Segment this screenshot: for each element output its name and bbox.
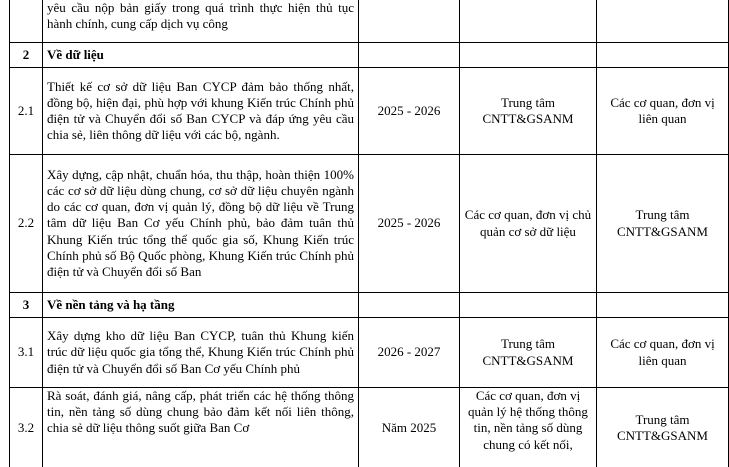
table-row [10, 318, 729, 388]
section-title: Về nền tảng và hạ tầng [43, 293, 359, 318]
row-number: 2.2 [10, 155, 43, 293]
plan-table [9, 0, 729, 467]
section-number: 3 [10, 293, 43, 318]
row-content: Xây dựng kho dữ liệu Ban CYCP, tuân thủ Khung kiến trúc dữ liệu quốc gia tổng thể, Khung Kiến trúc Chính phủ điện tử và Chuyển đổi số Ban Cơ yếu Chính phủ [43, 318, 359, 388]
cell-number [10, 0, 43, 43]
section-title: Về dữ liệu [43, 43, 359, 68]
cell-coordinate [597, 293, 729, 318]
row-period: 2025 - 2026 [359, 68, 460, 155]
row-coordinate: Trung tâm CNTT&GSANM [597, 388, 729, 467]
row-lead: Các cơ quan, đơn vị quản lý hệ thống thông tin, nền tảng số dùng chung có kết nối, [460, 388, 597, 467]
row-period: 2026 - 2027 [359, 318, 460, 388]
row-period: 2025 - 2026 [359, 155, 460, 293]
cell-content: yêu cầu nộp bản giấy trong quá trình thực hiện thủ tục hành chính, cung cấp dịch vụ công [43, 0, 359, 43]
table-row-continuation [10, 0, 729, 43]
row-content: Rà soát, đánh giá, nâng cấp, phát triển các hệ thống thông tin, nền tảng số dùng chung bảo đảm kết nối liên thông, chia sẻ dữ liệu thông suốt giữa Ban Cơ [43, 388, 359, 467]
cell-period [359, 0, 460, 43]
row-lead: Các cơ quan, đơn vị chủ quản cơ sở dữ liệu [460, 155, 597, 293]
cell-coordinate [597, 0, 729, 43]
cell-lead [460, 43, 597, 68]
cell-period [359, 293, 460, 318]
row-coordinate: Các cơ quan, đơn vị liên quan [597, 318, 729, 388]
table-row [10, 388, 729, 467]
row-number: 2.1 [10, 68, 43, 155]
row-lead: Trung tâm CNTT&GSANM [460, 68, 597, 155]
cell-period [359, 43, 460, 68]
row-lead: Trung tâm CNTT&GSANM [460, 318, 597, 388]
section-row-platform [10, 293, 729, 318]
cell-lead [460, 293, 597, 318]
cell-coordinate [597, 43, 729, 68]
row-coordinate: Các cơ quan, đơn vị liên quan [597, 68, 729, 155]
table-row [10, 68, 729, 155]
section-number: 2 [10, 43, 43, 68]
row-content: Xây dựng, cập nhật, chuẩn hóa, thu thập, hoàn thiện 100% các cơ sở dữ liệu dùng chung, cơ sở dữ liệu chuyên ngành do các cơ quan, đơn vị quản lý, đồng bộ dữ liệu về Trung tâm dữ liệu Ban Cơ yếu Chính phủ, bảo đảm tuân thủ Khung Kiến trúc tổng thể quốc gia số, Khung Kiến trúc Chính phủ số Bộ Quốc phòng, Khung Kiến trúc Chính phủ điện tử và Chuyển đổi số Ban [43, 155, 359, 293]
row-number: 3.2 [10, 388, 43, 467]
cell-lead [460, 0, 597, 43]
row-content: Thiết kế cơ sở dữ liệu Ban CYCP đảm bảo thống nhất, đồng bộ, hiện đại, phù hợp với khung Kiến trúc Chính phủ điện tử và Chuyển đổi số Ban CYCP và đáp ứng yêu cầu chia sẻ, liên thông dữ liệu với các bộ, ngành. [43, 68, 359, 155]
section-row-data [10, 43, 729, 68]
row-number: 3.1 [10, 318, 43, 388]
row-period: Năm 2025 [359, 388, 460, 467]
row-coordinate: Trung tâm CNTT&GSANM [597, 155, 729, 293]
table-row [10, 155, 729, 293]
